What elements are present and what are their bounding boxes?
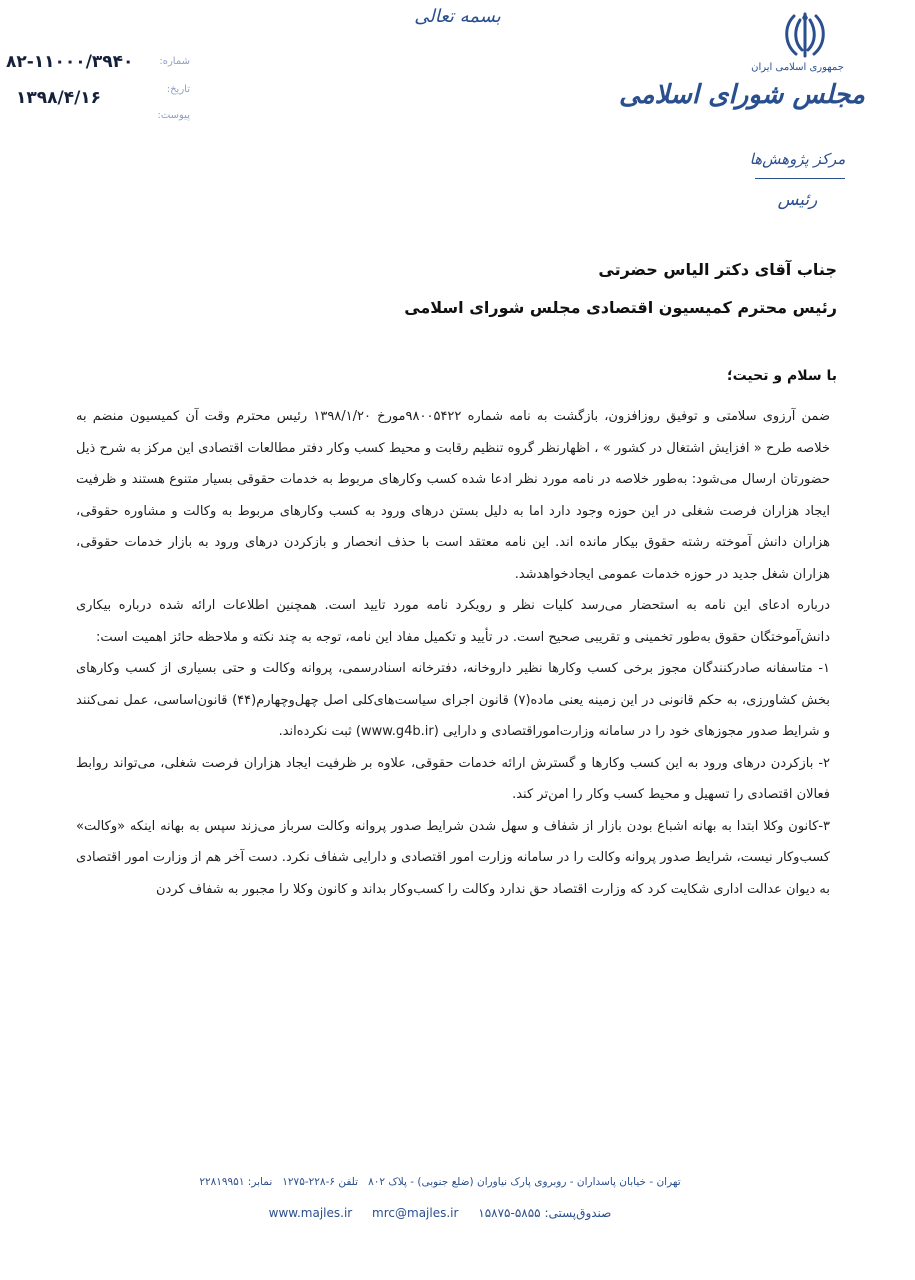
body-paragraph-5: ۳-کانون وکلا ابتدا به بهانه اشباع بودن بازار از شفاف و سهل شدن شرایط صدور پروانه وکالت سرباز می‌زند سپس به بهانه اینکه «وکالت» کسب‌وکار نیست، شرایط صدور پروانه وکالت را در سامانه وزارت امور اقتصادی و دارایی شفاف نکرد. دست آخر هم از وزارت امور اقتصادی به دیوان عدالت اداری شکایت کرد که وزارت اقتصاد حق ندارد وکالت را کسب‌وکار بداند و کانون وکلا را مجبور به شفاف کردن <box>76 818 830 897</box>
majles-logo-text: مجلس شورای اسلامی <box>618 80 865 110</box>
iran-emblem-icon <box>780 10 830 62</box>
letter-number: ۸۲-۱۱۰۰۰/۳۹۴۰ <box>6 52 134 72</box>
g4b-url: www.g4b.ir <box>361 724 434 739</box>
footer-address: تهران - خیابان پاسداران - روبروی پارک نیاوران (ضلع جنوبی) - پلاک ۸۰۲ <box>368 1176 681 1188</box>
paragraph-3-text: ۱- متاسفانه صادرکنندگان مجوز برخی کسب وکارها نظیر داروخانه، دفترخانه اسنادرسمی، پروانه وکالت و حتی بسیاری از کسب وکارهای بخش کشاورزی، به حکم قانونی در این زمینه یعنی ماده(۷) قانون اجرای سیاست‌های‌کلی اصل چهل‌وچهارم(۴۴) قانون‌اساسی، عمل نمی‌کنند و شرایط صدور مجوزهای خود را در سامانه وزارت‌اموراقتصادی و دارایی ( <box>76 661 831 739</box>
number-label: شماره: <box>159 56 190 67</box>
footer-fax: نمابر: ۲۲۸۱۹۹۵۱ <box>199 1176 273 1188</box>
footer-contact-line <box>120 1206 760 1220</box>
footer-website[interactable]: www.majles.ir <box>268 1206 353 1220</box>
footer-address-line <box>120 1176 760 1188</box>
body-paragraph-1: ضمن آرزوی سلامتی و توفیق روزافزون، بازگشت به نامه شماره ۹۸۰۰۵۴۲۲مورخ ۱۳۹۸/۱/۲۰ رئیس محترم وقت آن کمیسیون منضم به خلاصه طرح « افزایش اشتغال در کشور » ، اظهارنظر گروه تنظیم رقابت و محیط کسب وکار دفتر مطالعات اقتصادی این مرکز به شرح ذیل حضورتان ارسال می‌شود: به‌طور خلاصه در نامه مورد نظر ادعا شده کسب وکارهای مربوط به خدمات حقوقی بسیار متنوع هستند و ظرفیت ایجاد هزاران فرصت شغلی در این حوزه وجود دارد اما به دلیل بستن درهای ورود به کسب وکارهای مربوط به وکالت و مشاوره حقوقی، هزاران دانش آموخته رشته حقوق بیکار مانده اند. این نامه معتقد است با حذف انحصار و بازکردن درهای ورود به بازار خدمات حقوقی، هزاران شغل جدید در حوزه خدمات عمومی ایجادخواهدشد. <box>76 409 830 582</box>
body-paragraph-2: درباره ادعای این نامه به استحضار می‌رسد کلیات نظر و رویکرد نامه مورد تایید است. همچنین اطلاعات ارائه شده درباره بیکاری دانش‌آموختگان حقوق به‌طور تخمینی و تقریبی صحیح است. در تأیید و تکمیل مفاد این نامه، توجه به چند نکته و ملاحظه حائز اهمیت است: <box>76 598 830 645</box>
attachment-label: پیوست: <box>157 110 190 121</box>
letter-body <box>76 401 830 905</box>
research-center-name: مرکز پژوهش‌ها <box>749 150 846 168</box>
header-divider <box>755 178 845 179</box>
sender-role: رئیس <box>777 190 818 210</box>
date-label: تاریخ: <box>166 84 190 95</box>
greeting: با سلام و تحیت؛ <box>727 368 837 384</box>
country-name: جمهوری اسلامی ایران <box>751 62 844 73</box>
footer-phone: تلفن ۶-۲۲۸-۱۲۷۵ <box>282 1176 359 1188</box>
body-paragraph-3 <box>76 653 830 748</box>
body-paragraph-4: ۲- بازکردن درهای ورود به این کسب وکارها و گسترش ارائه خدمات حقوقی، علاوه بر ظرفیت ایجاد هزاران فرصت شغلی، می‌تواند روابط فعالان اقتصادی را تسهیل و محیط کسب وکار را امن‌تر کند. <box>76 755 830 802</box>
bismillah-heading: بسمه تعالی <box>414 6 501 27</box>
footer-email[interactable]: mrc@majles.ir <box>372 1206 459 1220</box>
paragraph-3-end: ) ثبت نکرده‌اند. <box>278 724 361 739</box>
footer-po-box: صندوق‌پستی: ۵۸۵۵-۱۵۸۷۵ <box>478 1206 612 1220</box>
recipient-name: جناب آقای دکتر الیاس حضرتی <box>598 260 837 279</box>
recipient-title: رئیس محترم کمیسیون اقتصادی مجلس شورای اسلامی <box>404 298 837 317</box>
letter-date: ۱۳۹۸/۴/۱۶ <box>16 88 102 108</box>
